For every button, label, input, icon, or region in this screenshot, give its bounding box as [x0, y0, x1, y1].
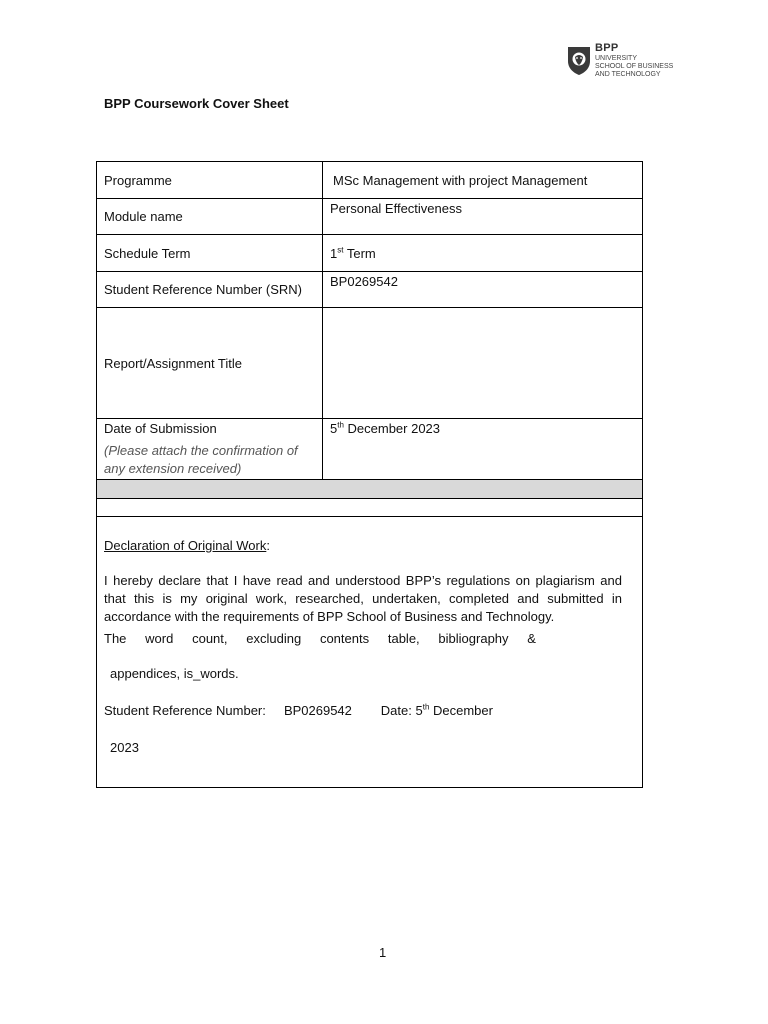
- extension-note: (Please attach the confirmation of any extension received): [104, 443, 298, 476]
- term-sup: st: [337, 245, 344, 255]
- table-row: [97, 199, 643, 235]
- srn-value: BP0269542: [323, 272, 643, 308]
- term-rest: Term: [343, 245, 376, 261]
- word-count-word: excluding: [246, 631, 302, 646]
- declaration-heading: Declaration of Original Work: [104, 538, 267, 553]
- logo-subtitle: [595, 55, 673, 79]
- declaration-content: [104, 537, 622, 757]
- report-title-value: [323, 308, 643, 419]
- term-num: 1: [330, 245, 338, 261]
- declaration-date-label: Date: 5: [380, 703, 423, 718]
- report-title-label: Report/Assignment Title: [97, 308, 323, 419]
- appendices-line: appendices, is_words.: [110, 666, 239, 681]
- blank-cell: [97, 499, 643, 517]
- declaration-year: 2023: [110, 740, 139, 755]
- table-row: [97, 162, 643, 199]
- blank-row: [97, 499, 643, 517]
- word-count-word: bibliography: [438, 631, 509, 646]
- date-num: 5: [330, 421, 338, 436]
- declaration-paragraph: I hereby declare that I have read and understood BPP’s regulations on plagiarism and that this is my original work, researched, undertaken, completed and submitted in accordance with the requirements of BPP School of Business and Technology.: [104, 573, 622, 624]
- term-value: [323, 235, 643, 272]
- logo-sub-line: UNIVERSITY: [595, 55, 638, 62]
- page-title: BPP Coursework Cover Sheet: [104, 96, 289, 111]
- table-row: [97, 419, 643, 480]
- grey-separator-row: [97, 480, 643, 499]
- logo-sub-line: AND TECHNOLOGY: [595, 71, 661, 78]
- cover-sheet-table: [96, 161, 643, 517]
- srn-label: Student Reference Number (SRN): [97, 272, 323, 308]
- word-count-word: contents: [319, 631, 370, 646]
- declaration-heading-line: [104, 537, 622, 555]
- table-row: [97, 272, 643, 308]
- date-rest: December 2023: [343, 421, 441, 436]
- grey-separator: [97, 480, 643, 499]
- declaration-srn-value: BP0269542: [283, 703, 352, 718]
- word-count-word: table,: [387, 631, 420, 646]
- bpp-logo: [566, 42, 678, 82]
- word-count-word: count,: [192, 631, 228, 646]
- declaration-date-month: December: [429, 703, 493, 718]
- heading-colon: :: [266, 538, 270, 553]
- table-row: [97, 308, 643, 419]
- programme-value: MSc Management with project Management: [323, 162, 643, 199]
- word-count-word: &: [527, 631, 536, 646]
- date-sup: th: [337, 420, 344, 430]
- declaration-srn-line: [104, 702, 622, 720]
- programme-label: Programme: [97, 162, 323, 199]
- page-number: 1: [379, 945, 387, 960]
- declaration-box: [96, 516, 643, 788]
- table-row: [97, 235, 643, 272]
- logo-sub-line: SCHOOL OF BUSINESS: [595, 63, 674, 70]
- declaration-srn-label: Student Reference Number:: [104, 703, 266, 718]
- date-cell: [97, 419, 323, 480]
- term-label: Schedule Term: [97, 235, 323, 272]
- word-count-word: word: [145, 631, 174, 646]
- date-label: Date of Submission: [104, 421, 217, 436]
- declaration-date-sup: th: [422, 702, 430, 712]
- word-count-word: The: [104, 631, 127, 646]
- word-count-line: [104, 630, 536, 648]
- logo-brand: BPP: [595, 42, 619, 54]
- module-label: Module name: [97, 199, 323, 235]
- date-value: [323, 419, 643, 480]
- lion-shield-icon: [566, 44, 592, 76]
- module-value: Personal Effectiveness: [323, 199, 643, 235]
